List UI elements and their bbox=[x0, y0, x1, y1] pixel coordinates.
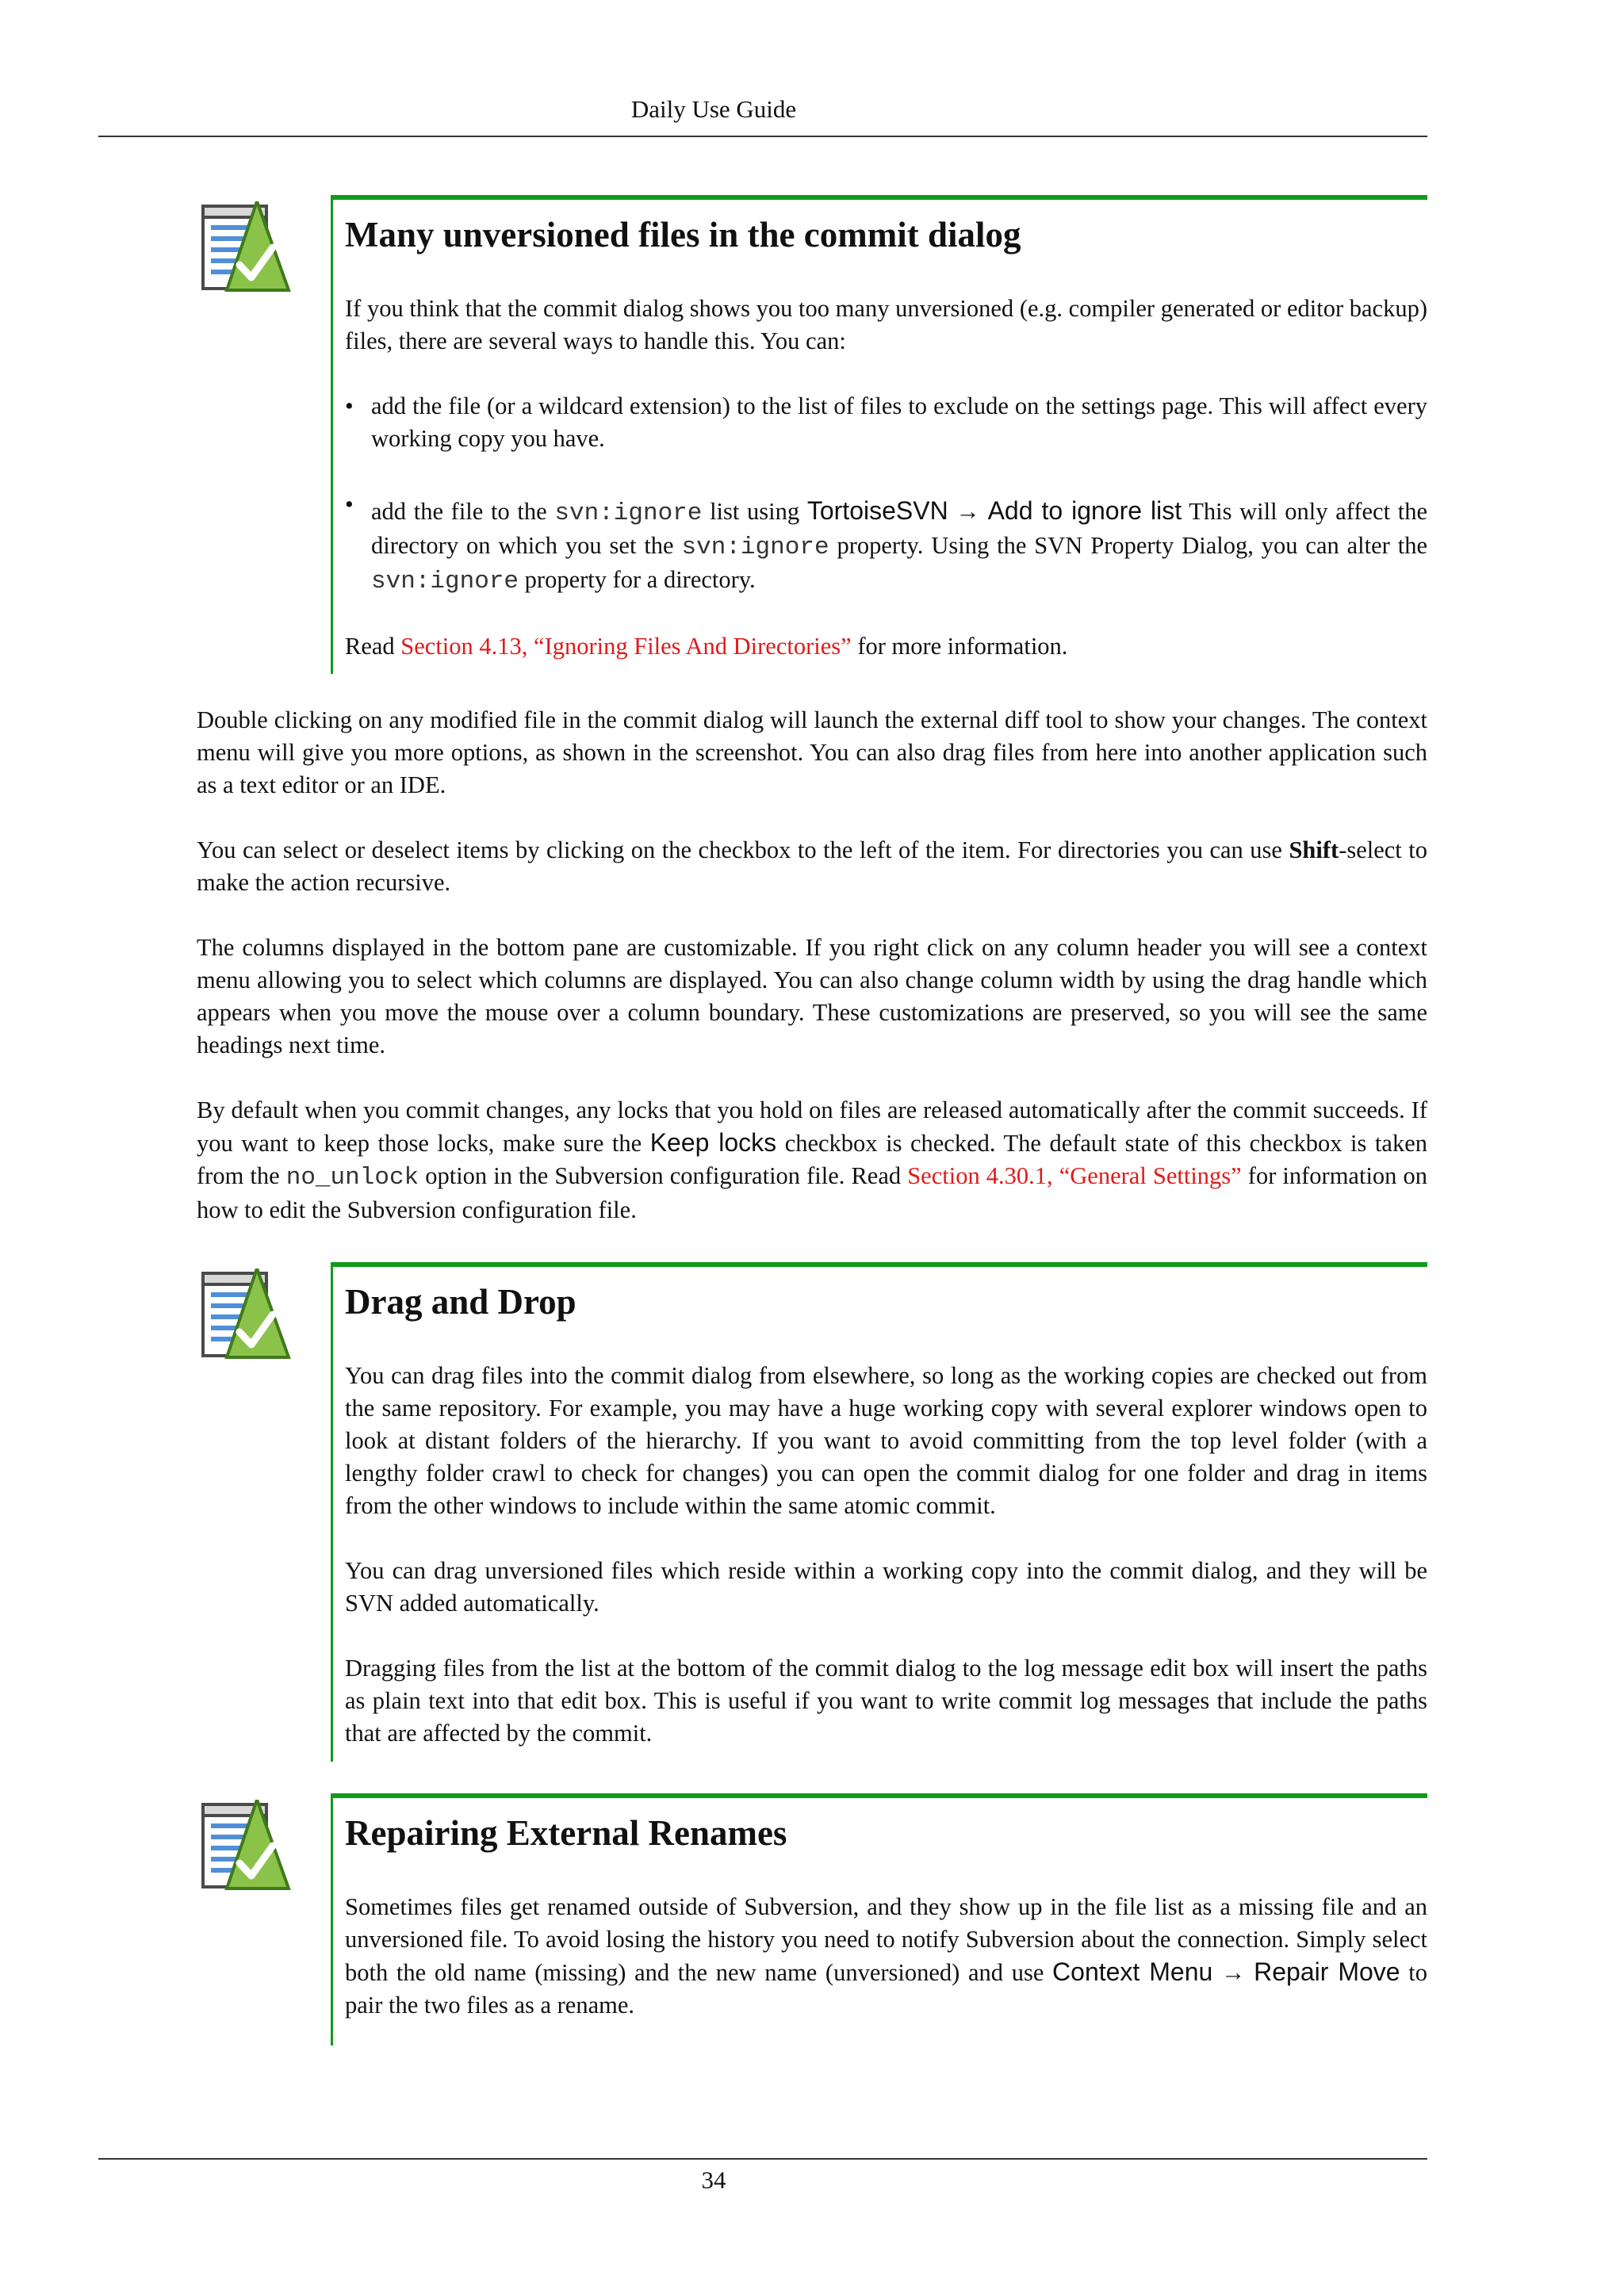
tip-icon bbox=[200, 201, 292, 297]
text: Sometimes files get renamed outside of Subversion, and they show up in the file list as a missing file and an unversioned file. To avoid losing the history you need to notify Subversion about the connection. Simply select both the old name (missing) and the new name (unversioned) and use bbox=[345, 1893, 1427, 1986]
menu-path-context-menu: Context Menu bbox=[1052, 1957, 1213, 1986]
checkbox-label-keep-locks: Keep locks bbox=[649, 1128, 777, 1157]
list-item-text bbox=[371, 495, 1427, 598]
paragraph: Dragging files from the list at the bottom of the commit dialog to the log message edit box will insert the paths as plain text into that edit box. This is useful if you want to write commit log messages that include the paths that are affected by the commit. bbox=[345, 1655, 1427, 1747]
text: This will only affect the directory on which you set the bbox=[371, 498, 1427, 559]
tip-icon bbox=[200, 1800, 292, 1895]
tip-icon bbox=[200, 1269, 292, 1364]
read-more bbox=[345, 630, 1427, 663]
text: By default when you commit changes, any locks that you hold on files are released automatically after the commit succeeds. If you want to keep those locks, make sure the bbox=[197, 1096, 1427, 1157]
key-shift: Shift bbox=[1289, 836, 1339, 863]
text: option in the Subversion configuration file. Read bbox=[419, 1162, 908, 1189]
text: -select to make the action recursive. bbox=[197, 836, 1428, 896]
link-ignoring-files[interactable]: Section 4.13, “Ignoring Files And Directories” bbox=[400, 633, 852, 660]
tip-heading: Repairing External Renames bbox=[345, 1813, 787, 1853]
bullet-icon: • bbox=[345, 491, 354, 518]
text: property for a directory. bbox=[519, 566, 756, 593]
text: property. Using the SVN Property Dialog, you can alter the bbox=[829, 532, 1428, 559]
menu-path-tortoisesvn: TortoiseSVN bbox=[806, 496, 948, 525]
arrow-icon: → bbox=[948, 498, 988, 525]
tip-intro: If you think that the commit dialog shows you too many unversioned (e.g. compiler generated or editor backup) files, there are several ways to handle this. You can: bbox=[345, 295, 1427, 354]
paragraph-double-click: Double clicking on any modified file in the commit dialog will launch the external diff tool to show your changes. The context menu will give you more options, as shown in the screenshot. You can also drag files from here into another application such as a text editor or an IDE. bbox=[197, 706, 1427, 798]
code-svn-ignore: svn:ignore bbox=[681, 534, 829, 561]
text: for information on how to edit the Subversion configuration file. bbox=[197, 1162, 1427, 1223]
text: for more information. bbox=[851, 633, 1068, 660]
paragraph-locks bbox=[197, 1094, 1427, 1226]
menu-path-repair-move: Repair Move bbox=[1254, 1957, 1400, 1986]
text: checkbox is checked. The default state of this checkbox is taken from the bbox=[197, 1130, 1427, 1189]
text: add the file to the bbox=[371, 498, 555, 525]
page-number: 34 bbox=[701, 2166, 726, 2194]
tip-heading: Many unversioned files in the commit dialog bbox=[345, 215, 1021, 254]
tip-box-drag-and-drop bbox=[331, 1262, 1427, 1762]
text: Read bbox=[345, 633, 401, 660]
menu-path-add-to-ignore: Add to ignore list bbox=[987, 496, 1182, 525]
header-rule bbox=[98, 136, 1427, 137]
text: You can select or deselect items by clicking on the checkbox to the left of the item. For directories you can use bbox=[197, 836, 1289, 863]
paragraph: You can drag files into the commit dialog from elsewhere, so long as the working copies are checked out from the same repository. For example, you may have a huge working copy with several explorer windows open to look at distant folders of the hierarchy. If you want to avoid committing from the top level folder (with a lengthy folder crawl to check for changes) you can open the commit dialog for one folder and drag in items from the other windows to include within the same atomic commit. bbox=[345, 1362, 1427, 1519]
code-svn-ignore: svn:ignore bbox=[371, 568, 519, 595]
code-svn-ignore: svn:ignore bbox=[554, 499, 703, 527]
tip-box-unversioned-files bbox=[331, 195, 1427, 674]
tip-box-repairing-renames bbox=[331, 1793, 1427, 2045]
paragraph-columns: The columns displayed in the bottom pane are customizable. If you right click on any column header you will see a context menu allowing you to select which columns are displayed. You can also change column width by using the drag handle which appears when you move the mouse over a column boundary. These customizations are preserved, so you will see the same headings next time. bbox=[197, 934, 1427, 1058]
body-text bbox=[197, 704, 1427, 1226]
bullet-icon: • bbox=[345, 392, 354, 419]
code-no-unlock: no_unlock bbox=[285, 1164, 419, 1192]
paragraph-select bbox=[197, 834, 1427, 899]
paragraph bbox=[345, 1891, 1427, 2022]
list-item-text: add the file (or a wildcard extension) to the list of files to exclude on the settings page. This will affect every working copy you have. bbox=[371, 392, 1427, 452]
footer-rule bbox=[98, 2158, 1427, 2160]
tip-heading: Drag and Drop bbox=[345, 1282, 576, 1322]
link-general-settings[interactable]: Section 4.30.1, “General Settings” bbox=[907, 1162, 1242, 1189]
list-item bbox=[345, 491, 1428, 598]
list-item bbox=[345, 390, 1427, 455]
paragraph: You can drag unversioned files which reside within a working copy into the commit dialog, and they will be SVN added automatically. bbox=[345, 1557, 1427, 1617]
arrow-icon: → bbox=[1212, 1959, 1254, 1986]
text: to pair the two files as a rename. bbox=[345, 1959, 1427, 2019]
page-header-title: Daily Use Guide bbox=[630, 95, 797, 123]
text: list using bbox=[702, 498, 807, 525]
